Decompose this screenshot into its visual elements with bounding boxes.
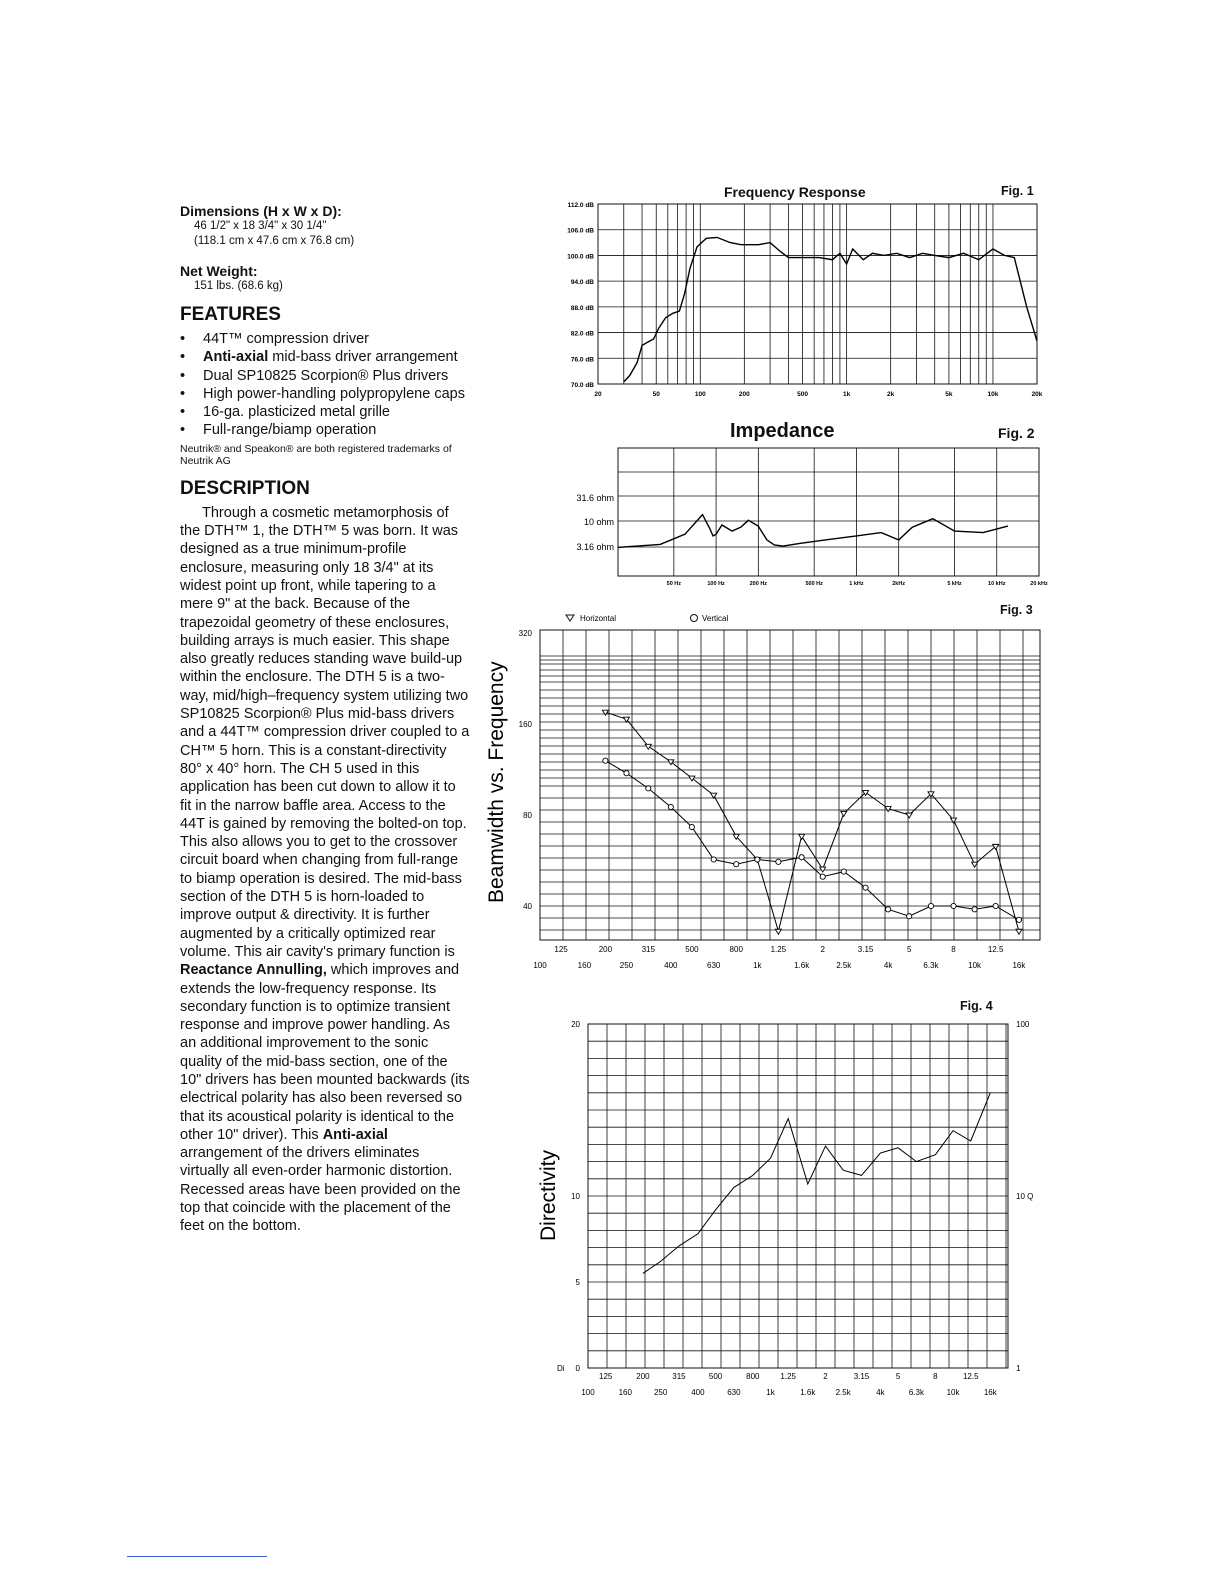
fig4-x-tick-bottom: 4k [876, 1388, 885, 1397]
fig3-x-tick-bottom: 10k [968, 961, 982, 970]
fig3-x-tick-top: 1.25 [770, 945, 787, 954]
fig4-label: Fig. 4 [960, 999, 993, 1013]
fig3-point-vertical [711, 857, 716, 862]
fig2-y-tick: 31.6 ohm [576, 493, 614, 503]
footer-rule [127, 1556, 267, 1557]
fig3-point-vertical [603, 758, 608, 763]
fig4-x-tick-top: 200 [636, 1372, 650, 1381]
fig4-x-tick-top: 2 [823, 1372, 828, 1381]
fig4-di-label: Di [557, 1364, 565, 1373]
fig3-point-horizontal [645, 744, 651, 749]
fig3-x-tick-top: 12.5 [987, 945, 1004, 954]
feature-item: • Anti-axial mid-bass driver arrangement [180, 348, 470, 366]
fig2-label: Fig. 2 [998, 425, 1035, 441]
fig3-point-vertical [646, 786, 651, 791]
fig1-frame [598, 204, 1037, 384]
fig2-x-tick: 2kHz [892, 581, 906, 587]
fig4-right-tick: 100 [1016, 1020, 1030, 1029]
fig4-x-tick-top: 125 [599, 1372, 613, 1381]
fig1-x-tick: 100 [694, 391, 706, 398]
weight-label: Net Weight: [180, 263, 258, 279]
fig4-x-tick-top: 800 [746, 1372, 760, 1381]
fig1-label: Fig. 1 [1001, 184, 1034, 198]
fig3-x-tick-top: 315 [641, 945, 655, 954]
fig4-chart [520, 1016, 1050, 1411]
fig4-x-tick-bottom: 10k [946, 1388, 960, 1397]
fig3-point-vertical [993, 903, 998, 908]
fig3-x-tick-top: 125 [554, 945, 568, 954]
fig3-x-tick-bottom: 4k [883, 961, 893, 970]
fig3-x-tick-top: 500 [685, 945, 699, 954]
fig3-point-vertical [689, 824, 694, 829]
fig4-x-tick-top: 12.5 [962, 1372, 979, 1381]
fig3-x-tick-top: 200 [598, 945, 613, 954]
fig4-x-tick-top: 8 [933, 1372, 938, 1381]
fig3-point-vertical [907, 914, 912, 919]
description-heading: DESCRIPTION [180, 477, 310, 499]
fig1-x-tick: 10k [987, 391, 999, 398]
fig3-legend-vertical: Vertical [702, 614, 729, 623]
fig3-point-horizontal [820, 867, 826, 872]
fig3-point-vertical [863, 885, 868, 890]
fig3-x-tick-bottom: 16k [1012, 961, 1026, 970]
fig2-x-tick: 5 kHz [947, 581, 962, 587]
feature-item: • 44T™ compression driver [180, 330, 470, 348]
fig1-x-tick: 20k [1031, 391, 1043, 398]
fig4-x-tick-top: 3.15 [853, 1372, 870, 1381]
fig3-x-tick-bottom: 160 [577, 961, 592, 970]
feature-item: • Full-range/biamp operation [180, 421, 470, 439]
dimensions-in: 46 1/2" x 18 3/4" x 30 1/4" [194, 220, 327, 232]
dimensions-label: Dimensions (H x W x D): [180, 203, 342, 219]
fig2-x-tick: 10 kHz [988, 581, 1006, 587]
fig4-y-tick: 10 [571, 1192, 580, 1201]
fig1-x-tick: 1k [842, 391, 851, 398]
fig4-right-tick: 10 Q [1016, 1192, 1034, 1201]
dimensions-cm: (118.1 cm x 47.6 cm x 76.8 cm) [194, 235, 355, 247]
fig2-x-tick: 20 kHz [1030, 581, 1048, 587]
fig1-x-tick: 500 [797, 391, 808, 398]
fig3-x-tick-top: 800 [729, 945, 743, 954]
fig3-legend-horizontal: Horizontal [580, 614, 617, 623]
fig1-x-tick: 5k [945, 391, 953, 398]
fig3-chart [470, 608, 1050, 983]
fig2-y-tick: 10 ohm [583, 517, 614, 527]
fig4-x-tick-top: 315 [672, 1372, 686, 1381]
fig1-y-tick: 112.0 dB [567, 202, 594, 209]
fig3-point-vertical [841, 869, 846, 874]
fig4-x-tick-top: 5 [895, 1372, 901, 1381]
fig3-y-tick: 160 [518, 720, 532, 729]
fig4-directivity-line [643, 1093, 990, 1274]
fig3-label: Fig. 3 [1000, 603, 1033, 617]
fig2-x-tick: 100 Hz [707, 581, 725, 587]
fig3-y-label: Beamwidth vs. Frequency [485, 661, 508, 903]
fig2-chart [540, 444, 1048, 589]
fig3-y-tick: 40 [523, 902, 532, 911]
features-list [180, 330, 470, 440]
fig3-point-vertical [972, 907, 977, 912]
fig3-x-tick-bottom: 100 [533, 961, 547, 970]
fig4-x-tick-top: 1.25 [780, 1372, 797, 1381]
fig3-point-vertical [951, 903, 956, 908]
fig1-chart [540, 196, 1045, 413]
fig1-y-tick: 106.0 dB [567, 227, 594, 235]
fig4-right-tick: 1 [1016, 1364, 1021, 1373]
beamwidth-svg [470, 608, 1050, 978]
fig4-y-tick: 5 [575, 1278, 580, 1287]
fig3-point-horizontal [1016, 929, 1022, 934]
fig3-point-vertical [886, 907, 891, 912]
fig1-x-tick: 20 [594, 391, 602, 398]
fig4-x-tick-bottom: 100 [581, 1388, 595, 1397]
fig4-x-tick-bottom: 1.6k [800, 1388, 816, 1397]
fig3-point-vertical [668, 804, 673, 809]
fig4-x-tick-bottom: 160 [618, 1388, 632, 1397]
fig2-frame [618, 448, 1039, 576]
impedance-svg [540, 444, 1048, 587]
fig3-y-tick: 320 [518, 629, 532, 638]
description-text: Through a cosmetic metamorphosis of the DTH™ 1, the DTH™ 5 was born. It was designed as a true minimum-profile enclosure, measuring only 18 3/4" at its widest point up front, while tapering to a mere 9" at the back. Because of the trapezoidal geometry of these enclosures, building arrays is much easier. This shape also greatly reduces standing wave build-up within the enclosure. The DTH 5 is a two-way, mid/high–frequency system utilizing two SP10825 Scorpion® Plus mid-bass drivers and a 44T™ compression driver coupled to a CH™ 5 horn. This is a constant-directivity 80° x 40° horn. The CH 5 used in this application has been cut down to allow it to fit in the narrow baffle area. Access to the 44T is gained by removing the bolted-on top. This also allows you to get to the crossover circuit board when changing from full-range to biamp operation is desired. The mid-bass section of the DTH 5 is horn-loaded to improve output & directivity. It is further augmented by a critically optimized rear volume. This air cavity's primary function is Reactance Annulling, which improves and extends the low-frequency response. Its secondary function is to optimize transient response and improve power handling. As an additional improvement to the sonic quality of the mid-bass section, one of the 10" drivers has been mounted backwards (its electrical polarity has also been reversed so that its acoustical polarity is identical to the other 10" driver). This Anti-axial arrangement of the drivers eliminates virtually all even-order harmonic distortion. Recessed areas have been provided on the top that coincide with the placement of the feet on the bottom. [180, 504, 470, 1235]
trademark-note: Neutrik® and Speakon® are both registered trademarks of Neutrik AG [180, 442, 452, 468]
fig3-point-vertical [776, 859, 781, 864]
fig1-y-tick: 100.0 dB [567, 253, 594, 261]
fig2-y-tick: 3.16 ohm [576, 542, 614, 552]
fig3-point-horizontal [906, 813, 912, 818]
fig2-x-tick: 200 Hz [749, 581, 768, 587]
fig3-point-vertical [928, 903, 933, 908]
fig2-title: Impedance [730, 420, 835, 442]
fig4-y-label: Directivity [537, 1149, 560, 1241]
fig3-point-horizontal [775, 929, 781, 934]
fig3-legend-triangle [566, 615, 574, 621]
fig3-x-tick-bottom: 250 [619, 961, 634, 970]
fig4-x-tick-bottom: 16k [983, 1388, 997, 1397]
fig3-x-tick-top: 5 [906, 945, 912, 954]
fig3-point-vertical [755, 857, 760, 862]
fig3-x-tick-bottom: 1k [753, 961, 762, 970]
fig3-x-tick-bottom: 630 [707, 961, 721, 970]
feature-item: • 16-ga. plasticized metal grille [180, 403, 470, 421]
fig1-x-tick: 50 [652, 391, 660, 398]
fig1-x-tick: 2k [887, 391, 895, 398]
fig3-x-tick-top: 3.15 [857, 945, 874, 954]
fig3-x-tick-bottom: 400 [664, 961, 678, 970]
fig3-x-tick-bottom: 1.6k [794, 961, 810, 970]
frequency-response-svg [540, 196, 1045, 408]
fig2-x-tick: 50 Hz [666, 581, 682, 587]
features-heading: FEATURES [180, 304, 281, 325]
fig3-point-vertical [820, 874, 825, 879]
feature-item: • Dual SP10825 Scorpion® Plus drivers [180, 367, 470, 385]
fig1-title: Frequency Response [724, 184, 866, 200]
fig3-point-vertical [624, 771, 629, 776]
fig3-point-horizontal [799, 834, 805, 839]
fig4-x-tick-bottom: 6.3k [908, 1388, 924, 1397]
fig3-x-tick-bottom: 6.3k [923, 961, 939, 970]
fig3-point-vertical [734, 862, 739, 867]
fig3-point-horizontal [841, 811, 847, 816]
fig3-point-vertical [1016, 917, 1021, 922]
fig2-x-tick: 500 Hz [805, 581, 823, 587]
fig3-frame [540, 630, 1040, 940]
weight-value: 151 lbs. (68.6 kg) [194, 280, 283, 292]
fig1-y-tick: 82.0 dB [570, 330, 594, 338]
fig4-x-tick-top: 500 [708, 1372, 723, 1381]
fig1-x-tick: 200 [738, 391, 750, 398]
fig4-x-tick-bottom: 630 [727, 1388, 741, 1397]
feature-item: • High power-handling polypropylene caps [180, 385, 470, 403]
directivity-svg [520, 1016, 1050, 1406]
fig3-x-tick-bottom: 2.5k [836, 961, 852, 970]
fig4-y-tick: 0 [575, 1364, 580, 1373]
fig2-x-tick: 1 kHz [849, 581, 864, 587]
fig4-x-tick-bottom: 250 [653, 1388, 668, 1397]
fig4-y-tick: 20 [571, 1020, 580, 1029]
fig3-legend-circle [691, 615, 698, 622]
fig4-x-tick-bottom: 1k [766, 1388, 775, 1397]
left-column [180, 203, 470, 1236]
fig3-x-tick-top: 2 [820, 945, 825, 954]
fig4-x-tick-bottom: 400 [691, 1388, 705, 1397]
fig4-x-tick-bottom: 2.5k [835, 1388, 851, 1397]
fig1-y-tick: 76.0 dB [570, 356, 594, 364]
fig1-y-tick: 94.0 dB [570, 279, 594, 287]
fig3-point-horizontal [711, 793, 717, 798]
fig2-impedance-line [618, 515, 1008, 548]
fig3-x-tick-top: 8 [951, 945, 956, 954]
fig3-y-tick: 80 [523, 811, 532, 820]
fig1-y-tick: 70.0 dB [570, 382, 594, 389]
fig3-point-vertical [799, 855, 804, 860]
fig3-series-line-vertical [605, 761, 1019, 920]
fig1-y-tick: 88.0 dB [570, 304, 594, 312]
